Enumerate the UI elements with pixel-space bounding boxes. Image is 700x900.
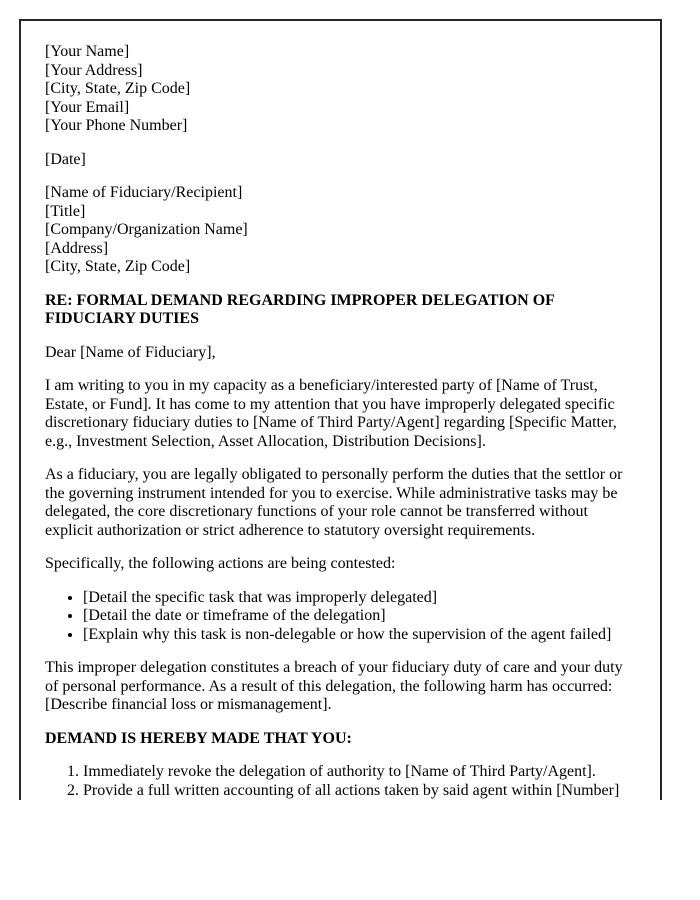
salutation: Dear [Name of Fiduciary], [45, 343, 216, 361]
demand-item: 1. Immediately revoke the delegation of authority to [Name of Third Party/Agent]. [83, 763, 650, 782]
sender-line: [Your Address] [45, 61, 143, 79]
subject-line: RE: FORMAL DEMAND REGARDING IMPROPER DELEGATION OF [45, 291, 555, 309]
paragraph-line: This improper delegation constitutes a breach of your fiduciary duty of care and your duty [45, 659, 623, 676]
paragraph-line: I am writing to you in my capacity as a beneficiary/interested party of [Name of Trust, [45, 377, 598, 394]
subject-line: FIDUCIARY DUTIES [45, 310, 199, 327]
sender-line: [Your Name] [45, 43, 130, 60]
contested-item: • [Detail the specific task that was improperly delegated] [83, 589, 650, 608]
breach-paragraph [45, 659, 650, 715]
sender-line: [Your Email] [45, 98, 130, 116]
sender-line: [City, State, Zip Code] [45, 80, 191, 97]
paragraph-line: the governing instrument intended for you to exercise. While administrative tasks may be [45, 484, 618, 502]
paragraph-line: As a fiduciary, you are legally obligated to personally perform the duties that the settlor or [45, 466, 623, 483]
date-block [45, 151, 650, 170]
recipient-address-block [45, 184, 650, 277]
recipient-line: [Company/Organization Name] [45, 221, 248, 238]
date-line: [Date] [45, 150, 86, 168]
demand-heading [45, 730, 650, 749]
paragraph-line: [Describe financial loss or mismanagement]. [45, 696, 332, 713]
contested-item: • [Detail the date or timeframe of the delegation] [83, 607, 650, 626]
paragraph-line: e.g., Investment Selection, Asset Allocation, Distribution Decisions]. [45, 432, 486, 450]
contested-item: • [Explain why this task is non-delegable or how the supervision of the agent failed] [83, 626, 650, 645]
paragraph-line: explicit authorization or strict adherence to statutory oversight requirements. [45, 521, 536, 539]
paragraph-line: Estate, or Fund]. It has come to my attention that you have improperly delegated specific [45, 395, 615, 413]
sender-line: [Your Phone Number] [45, 117, 188, 134]
paragraph-line: discretionary fiduciary duties to [Name of Third Party/Agent] regarding [Specific Matter, [45, 414, 617, 431]
sender-address-block [45, 43, 650, 136]
recipient-line: [Name of Fiduciary/Recipient] [45, 184, 243, 201]
contested-intro [45, 555, 650, 574]
recipient-line: [City, State, Zip Code] [45, 258, 191, 275]
demand-heading-line: DEMAND IS HEREBY MADE THAT YOU: [45, 729, 352, 747]
recipient-line: [Title] [45, 202, 86, 220]
paragraph-line: Specifically, the following actions are being contested: [45, 555, 396, 572]
demand-item: 2. Provide a full written accounting of all actions taken by said agent within [Number] [83, 782, 650, 801]
intro-paragraph [45, 377, 650, 451]
paragraph-line: delegated, the core discretionary functions of your role cannot be transferred without [45, 503, 588, 520]
paragraph-line: of personal performance. As a result of this delegation, the following harm has occurred: [45, 677, 613, 695]
letter-document [19, 19, 662, 800]
demand-list [45, 763, 650, 800]
salutation-block [45, 344, 650, 363]
recipient-line: [Address] [45, 239, 109, 257]
subject-heading [45, 292, 650, 329]
contested-list [45, 589, 650, 645]
duty-paragraph [45, 466, 650, 540]
